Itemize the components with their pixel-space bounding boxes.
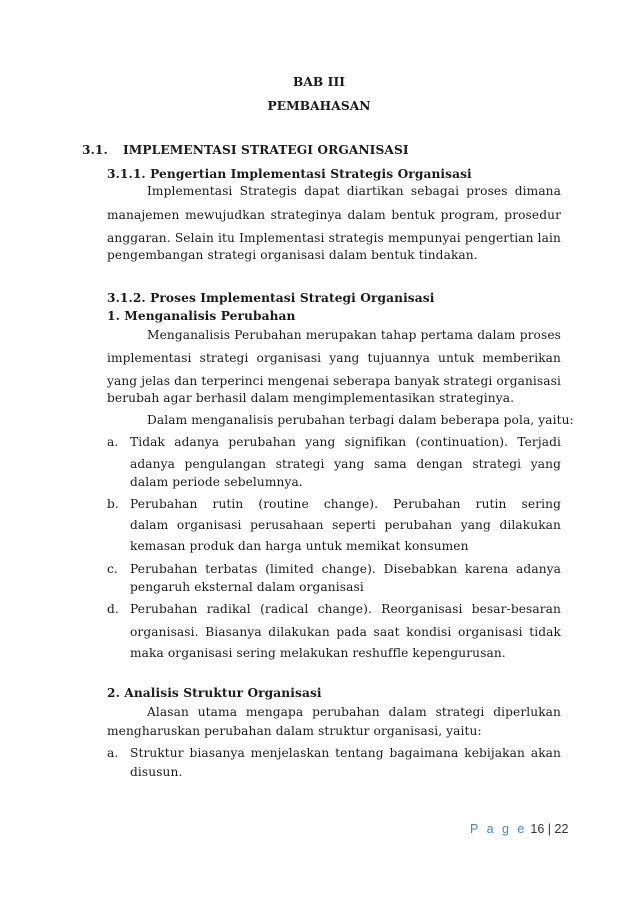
list-item-line: maka organisasi sering melakukan reshuffle kepengurusan. bbox=[130, 646, 506, 660]
chapter-heading: BAB III bbox=[292, 75, 346, 89]
list-item-line: dalam organisasi perusahaan seperti perubahan yang dilakukan bbox=[130, 518, 561, 532]
paragraph-line: berubah agar berhasil dalam mengimplementasikan strateginya. bbox=[107, 391, 515, 405]
list-item-line: dalam periode sebelumnya. bbox=[130, 475, 303, 489]
paragraph-line: implementasi strategi organisasi yang tujuannya untuk memberikan bbox=[107, 351, 561, 365]
page-number: 16 bbox=[530, 822, 545, 836]
list-marker: c. bbox=[107, 562, 118, 576]
list-item-line: disusun. bbox=[130, 765, 183, 779]
part-title: 1. Menganalisis Perubahan bbox=[107, 309, 296, 323]
paragraph-line: yang jelas dan terperinci mengenai seberapa banyak strategi organisasi bbox=[107, 374, 561, 388]
paragraph-line: mengharuskan perubahan dalam struktur organisasi, yaitu: bbox=[107, 724, 482, 738]
page-footer bbox=[470, 822, 568, 836]
list-marker: a. bbox=[107, 435, 119, 449]
subsection-title: 3.1.2. Proses Implementasi Strategi Organisasi bbox=[107, 291, 435, 305]
paragraph-line: Alasan utama mengapa perubahan dalam strategi diperlukan bbox=[147, 705, 561, 719]
paragraph-line: Dalam menganalisis perubahan terbagi dalam beberapa pola, yaitu: bbox=[147, 413, 574, 427]
list-item-line: pengaruh eksternal dalam organisasi bbox=[130, 580, 364, 594]
paragraph-line: Menganalisis Perubahan merupakan tahap pertama dalam proses bbox=[147, 328, 561, 342]
list-item-line: Perubahan terbatas (limited change). Disebabkan karena adanya bbox=[130, 562, 561, 576]
total-pages: 22 bbox=[554, 822, 569, 836]
page-separator: | bbox=[547, 822, 552, 836]
list-item-line: kemasan produk dan harga untuk memikat konsumen bbox=[130, 539, 469, 553]
part-title: 2. Analisis Struktur Organisasi bbox=[107, 686, 322, 700]
paragraph-line: anggaran. Selain itu Implementasi strategis mempunyai pengertian lain bbox=[107, 231, 561, 245]
page-label: P a g e bbox=[470, 822, 527, 836]
paragraph-line: pengembangan strategi organisasi dalam bentuk tindakan. bbox=[107, 248, 478, 262]
list-item-line: Tidak adanya perubahan yang signifikan (continuation). Terjadi bbox=[130, 435, 561, 449]
list-marker: b. bbox=[107, 497, 119, 511]
list-item-line: Perubahan radikal (radical change). Reorganisasi besar-besaran bbox=[130, 602, 561, 616]
list-item-line: Struktur biasanya menjelaskan tentang bagaimana kebijakan akan bbox=[130, 746, 561, 760]
list-marker: a. bbox=[107, 746, 119, 760]
subsection-title: 3.1.1. Pengertian Implementasi Strategis Organisasi bbox=[107, 167, 472, 181]
section-number: 3.1. bbox=[82, 143, 108, 157]
list-item-line: adanya pengulangan strategi yang sama dengan strategi yang bbox=[130, 457, 561, 471]
list-marker: d. bbox=[107, 602, 119, 616]
chapter-title: PEMBAHASAN bbox=[267, 99, 371, 113]
list-item-line: Perubahan rutin (routine change). Perubahan rutin sering bbox=[130, 497, 561, 511]
paragraph-line: manajemen mewujudkan strateginya dalam bentuk program, prosedur bbox=[107, 208, 561, 222]
list-item-line: organisasi. Biasanya dilakukan pada saat kondisi organisasi tidak bbox=[130, 625, 561, 639]
section-title: IMPLEMENTASI STRATEGI ORGANISASI bbox=[123, 143, 409, 157]
paragraph-line: Implementasi Strategis dapat diartikan sebagai proses dimana bbox=[147, 184, 561, 198]
